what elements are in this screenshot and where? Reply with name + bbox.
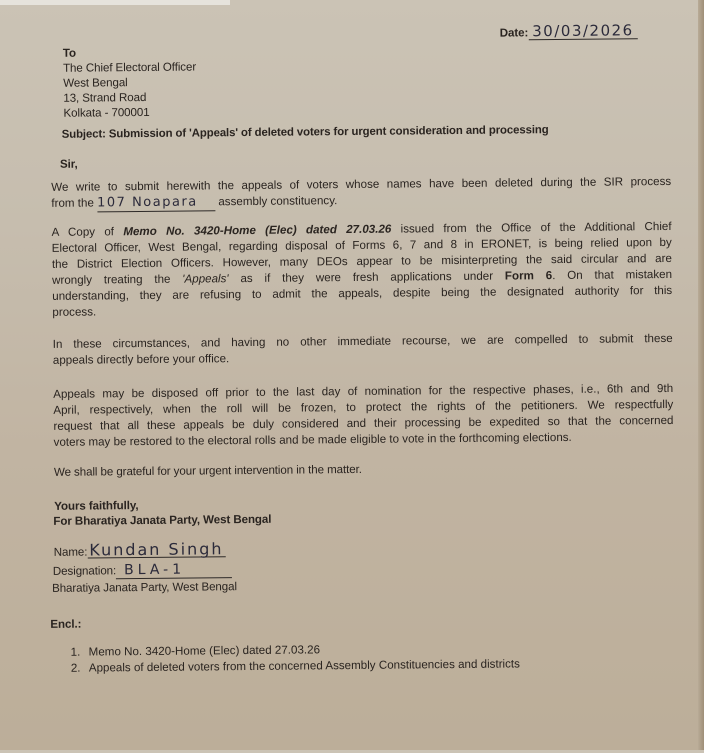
text-segment: . On that mistaken bbox=[552, 267, 673, 283]
text-segment: wrongly treating the bbox=[52, 272, 171, 287]
paragraph-2 bbox=[52, 219, 673, 321]
name-signature: Kundan Singh bbox=[89, 539, 224, 560]
designation-value: BLA-1 bbox=[116, 562, 232, 579]
form-6-bold: Form 6 bbox=[504, 269, 553, 283]
enclosure-text: Appeals of deleted voters from the concerned Assembly Constituencies and districts bbox=[88, 657, 520, 675]
designation-label: Designation: bbox=[52, 564, 117, 578]
address-line-4: Kolkata - 700001 bbox=[63, 105, 150, 120]
enclosure-text: Memo No. 3420-Home (Elec) dated 27.03.26 bbox=[88, 643, 321, 659]
paragraph-1-line-1: We write to submit herewith the appeals of voters whose names have been deleted during the SIR process bbox=[51, 174, 672, 194]
paragraph-2-line-5: understanding, they are refusing to admit the appeals, despite being the designated authority for this bbox=[52, 283, 673, 303]
from-prefix: from the bbox=[51, 196, 94, 210]
enclosure-number: 2. bbox=[70, 661, 81, 675]
date-value: 30/03/2026 bbox=[528, 23, 638, 40]
paragraph-4 bbox=[53, 381, 674, 451]
address-line-1: The Chief Electoral Officer bbox=[62, 60, 197, 75]
enclosures-list bbox=[71, 640, 520, 676]
closing-yours: Yours faithfully, bbox=[54, 499, 139, 513]
date-label: Date: bbox=[499, 26, 529, 40]
enclosure-number: 1. bbox=[70, 645, 81, 659]
paragraph-3-line-2: appeals directly before your office. bbox=[52, 352, 230, 367]
paragraph-3-line-1: In these circumstances, and having no other immediate recourse, we are compelled to submit these bbox=[52, 331, 673, 351]
date-field bbox=[500, 23, 638, 40]
name-field bbox=[54, 541, 226, 560]
paragraph-2-line-6: process. bbox=[52, 305, 97, 319]
to-label: To bbox=[62, 46, 77, 60]
closing-for: For Bharatiya Janata Party, West Bengal bbox=[53, 512, 272, 528]
address-line-3: 13, Strand Road bbox=[63, 90, 147, 105]
paragraph-4-line-4: voters may be restored to the electoral rolls and be made eligible to vote in the forthcoming elections. bbox=[53, 430, 572, 449]
name-label: Name: bbox=[53, 545, 88, 559]
memo-lead: A Copy of bbox=[51, 225, 115, 239]
memo-rest: issued from the Office of the Additional Chief bbox=[400, 219, 672, 236]
subject-line: Subject: Submission of 'Appeals' of deleted voters for urgent consideration and processing bbox=[61, 124, 549, 141]
text-segment: as if they were fresh applications under bbox=[240, 269, 494, 286]
constituency-handwritten: 107 Noapara bbox=[97, 194, 215, 212]
enclosures-label: Encl.: bbox=[50, 617, 82, 631]
paragraph-4-line-3: request that all these appeals be duly considered and their processing be expedited so that the concerned bbox=[53, 413, 674, 433]
closing-org: Bharatiya Janata Party, West Bengal bbox=[51, 580, 237, 595]
paragraph-5: We shall be grateful for your urgent intervention in the matter. bbox=[53, 462, 362, 479]
memo-reference: Memo No. 3420-Home (Elec) dated 27.03.26 bbox=[123, 222, 392, 239]
paragraph-4-line-2: April, respectively, when the roll will be frozen, to protect the rights of the petitioners. We respectfully bbox=[53, 397, 674, 417]
paragraph-2-line-2: Electoral Officer, West Bengal, regarding disposal of Forms 6, 7 and 8 in ERONET, is being relied upon by bbox=[51, 235, 672, 255]
from-suffix: assembly constituency. bbox=[218, 194, 338, 209]
appeals-italic: 'Appeals' bbox=[182, 272, 229, 286]
paragraph-3 bbox=[53, 331, 673, 369]
enclosure-item bbox=[71, 656, 520, 676]
salutation: Sir, bbox=[59, 157, 78, 171]
paragraph-2-line-3: the District Election Officers. However, many DEOs appear to be misinterpreting the said circular and are bbox=[51, 251, 672, 271]
paragraph-1 bbox=[51, 174, 671, 213]
paragraph-4-line-1: Appeals may be disposed off prior to the last day of nomination for the respective phases, i.e., 6th and 9th bbox=[53, 381, 674, 401]
designation-field bbox=[53, 562, 232, 580]
address-line-2: West Bengal bbox=[63, 76, 128, 90]
